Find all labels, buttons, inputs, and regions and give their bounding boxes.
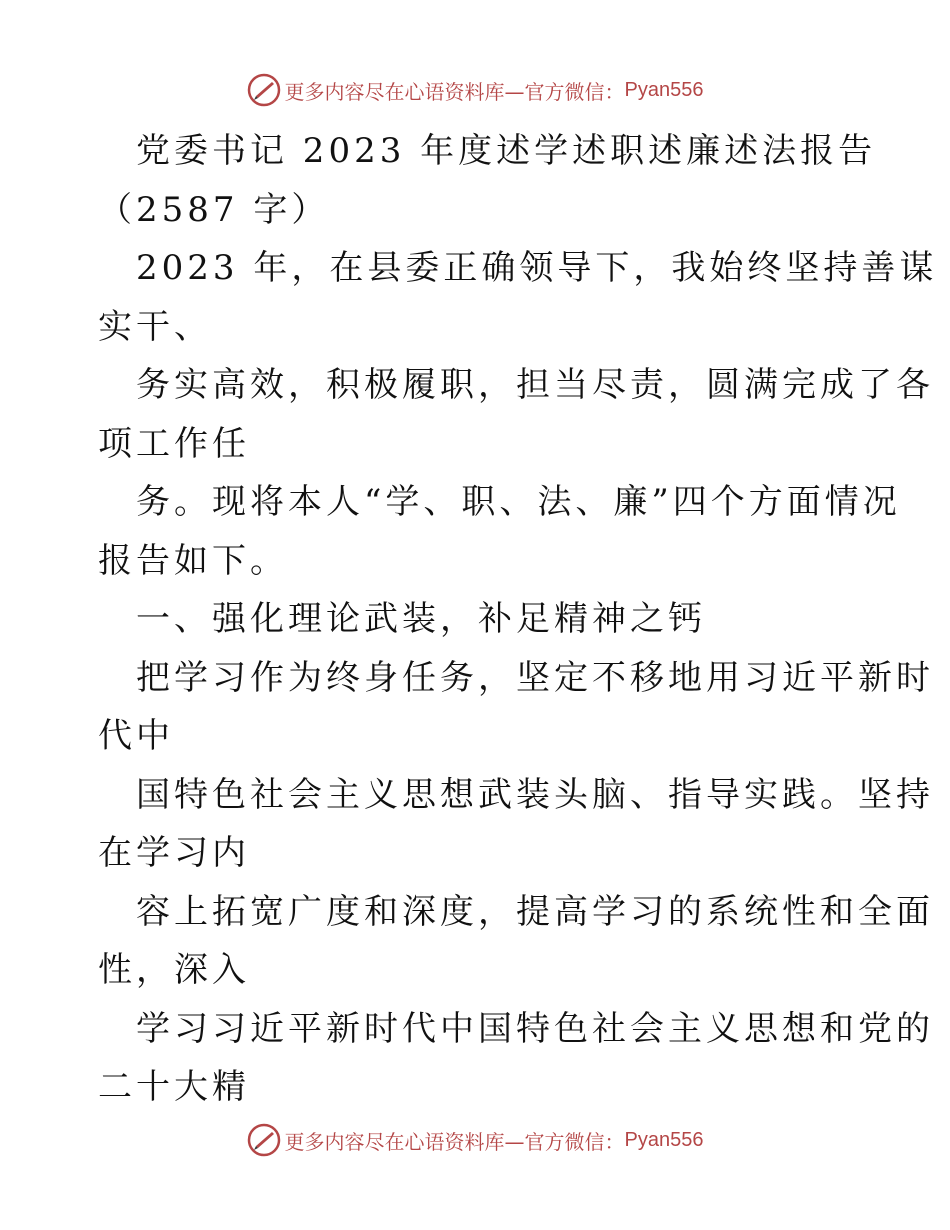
document-title: 党委书记 2023 年度述学述职述廉述法报告 <box>136 131 877 171</box>
paragraph-line: 项工作任 <box>98 423 250 464</box>
header-watermark <box>0 70 950 110</box>
paragraph-line: 把学习作为终身任务，坚定不移地用习近平新时 <box>136 657 934 698</box>
paragraph-line: 容上拓宽广度和深度，提高学习的系统性和全面 <box>136 891 934 932</box>
paragraph-line: 务。现将本人“学、职、法、廉”四个方面情况 <box>136 482 901 522</box>
paragraph-line: 报告如下。 <box>98 540 288 581</box>
banner-text: 更多内容尽在心语资料库—官方微信： <box>284 79 625 104</box>
paragraph-line: 代中 <box>98 716 174 756</box>
paragraph-line: 2023 年，在县委正确领导下，我始终坚持善谋 <box>136 248 938 288</box>
logo-icon <box>247 1123 281 1157</box>
document-body <box>98 122 938 1117</box>
banner-wechat-id: Pyan556 <box>624 78 704 101</box>
word-count: （2587 字） <box>98 189 330 230</box>
paragraph-line: 学习习近平新时代中国特色社会主义思想和党的 <box>136 1008 934 1049</box>
paragraph-line: 务实高效，积极履职，担当尽责，圆满完成了各 <box>136 365 934 405</box>
banner-wechat-id: Pyan556 <box>624 1128 704 1151</box>
logo-icon <box>247 73 281 107</box>
banner-text: 更多内容尽在心语资料库—官方微信： <box>284 1129 625 1154</box>
paragraph-line: 实干、 <box>98 306 212 347</box>
paragraph-line: 国特色社会主义思想武装头脑、指导实践。坚持 <box>136 774 934 815</box>
paragraph-line: 二十大精 <box>98 1067 250 1107</box>
paragraph-line: 在学习内 <box>98 833 250 873</box>
paragraph-line: 性，深入 <box>98 950 250 990</box>
footer-watermark <box>0 1120 950 1160</box>
section-heading: 一、强化理论武装，补足精神之钙 <box>136 599 706 639</box>
